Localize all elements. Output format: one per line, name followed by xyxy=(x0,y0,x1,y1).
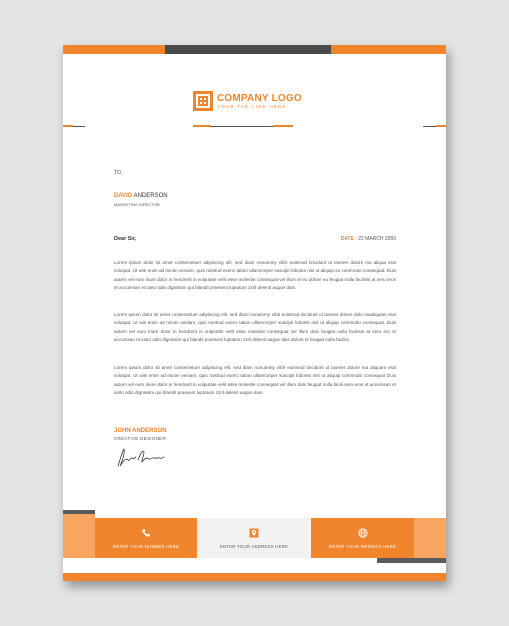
body-paragraph: Lorem ipsum dolor sit amet consectetuer adipiscing elit, sed diam nonummy nibh euismod tincidunt ut laoreet dolore dolo maaliquam erat volutpat. Ut wis enim ad minim veniam, quis nostrud exerci tation ullamcorper suscipit lobortis nisl ut aliquip commodo consequat. Duis autem vel eum iriure dolor in hendrerit in vulputate velit esse molestie consequat vel illum dolo feugiat nulla facilisis at vero ero et accumsan et iusto odio dignissim qui blandit praesent luptatum zzril delenit augue duis dolore te feugait nulla facilisi. xyxy=(114,312,396,342)
bottom-accent-bar xyxy=(63,573,446,581)
date-label: DATE xyxy=(340,236,355,242)
to-label: TO, xyxy=(114,170,123,176)
company-tagline: YOUR TAG LINE HERE xyxy=(217,103,287,109)
signer-name: JOHN ANDERSON xyxy=(114,428,167,434)
location-pin-icon xyxy=(249,528,259,538)
footer-decor-dark-right xyxy=(377,558,446,563)
footer-decor-light-right xyxy=(414,518,446,558)
header-divider-accent-center-right xyxy=(273,125,293,127)
phone-icon xyxy=(141,528,151,538)
phone-text: ENTER YOUR NUMBER HERE xyxy=(112,543,180,549)
recipient-first-name: DAVID xyxy=(114,193,133,199)
handwritten-signature xyxy=(114,446,166,470)
company-logo xyxy=(193,91,302,111)
company-name: COMPANY LOGO xyxy=(217,92,302,104)
signer-role: CREATIVE DESIGNER xyxy=(114,436,167,441)
top-accent-bar-left xyxy=(63,45,165,54)
address-text: ENTER YOUR ADDRESS HERE xyxy=(219,543,289,549)
header-divider-accent-center-left xyxy=(193,125,211,127)
letterhead-page xyxy=(63,45,446,581)
globe-icon xyxy=(358,528,368,538)
recipient-name xyxy=(114,193,168,199)
top-accent-bar-right xyxy=(331,45,446,54)
salutation: Dear Sir, xyxy=(114,236,137,242)
body-paragraph: Lorem ipsum dolor sit amet consectetuer adipiscing elit, sed diam nonummy nibh euismod tincidunt ut laoreet dolore ma aliqua erat volutpat. Ut wisi enim ad minim veniam, quis nostrud exerci tation ullamcorper suscipit lobortis nisl ut aliquip ex commodo consequat. Duis autem vel eum iriure dolor in hendrerit in vulputate velit esse molestie consequat vel illum et eu dolore eu feugiat nulla facilisis at vero eros et accumsan et iusto odio dignissim qui blandit praesent luptatum zzril delenit augue duis. xyxy=(114,260,396,290)
footer-address xyxy=(197,518,311,558)
date-value: : 22 MARCH 2050 xyxy=(354,236,396,242)
recipient-last-name: ANDERSON xyxy=(132,193,168,199)
header-divider-accent-right xyxy=(436,125,446,127)
header-divider-accent-left xyxy=(63,125,73,127)
body-paragraph: Lorem ipsum dolor sit amet consectetuer adipiscing elit, sed diam nonummy nibh euismod tincidunt ut laoreet dolore ma aliquam erat volutpat. Ut wisi enim ad minim veniam, quis nostrud exerci tation ullamcorper suscipit lobortis nisl ut aliquip commodo consequat Duis autem vel eum iriure dolor in hendrerit in vulputate velit esse molestie consequat vel illum dolo feugiat nulla facili vero eros et accumsan et iusto odio dignissim qui blandit praesent luptatum zzril delenit augue duis xyxy=(114,365,396,395)
top-accent-bar-middle xyxy=(165,45,331,54)
footer-website xyxy=(311,518,414,558)
footer-decor-light-left xyxy=(63,514,95,558)
letter-date xyxy=(341,236,396,242)
logo-mark-icon xyxy=(193,91,213,111)
footer-phone xyxy=(95,518,197,558)
website-text: ENTER YOUR WEBSITE HERE xyxy=(328,543,397,549)
recipient-title: MARKETING DIRECTOR xyxy=(114,202,160,207)
